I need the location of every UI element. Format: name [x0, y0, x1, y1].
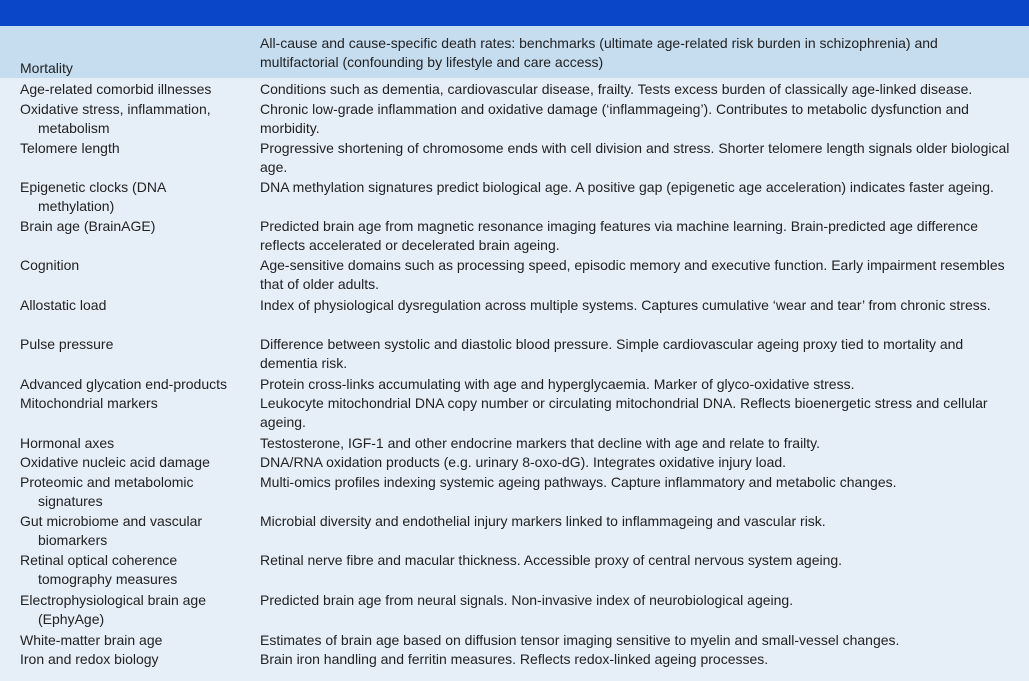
measure-name-line: Iron and redox biology [20, 651, 159, 667]
measure-name-line: Gut microbiome and vascular [20, 513, 203, 529]
row-measure-name [20, 394, 245, 413]
row-measure-description: Chronic low-grade inflammation and oxidative damage (‘inflammageing’). Contributes to metabolic dysfunction and morbidity. [260, 101, 969, 136]
measure-name-line: Proteomic and metabolomic [20, 474, 194, 490]
header-col-description: All-cause and cause-specific death rates: benchmarks (ultimate age-related risk burden in schizophrenia) and multifactorial (confounding by lifestyle and care access) [260, 35, 938, 70]
measure-name-line: Epigenetic clocks (DNA [20, 179, 167, 195]
row-measure-description: Predicted brain age from magnetic resonance imaging features via machine learning. Brain-predicted age difference reflects accelerated or decelerated brain ageing. [260, 218, 979, 253]
row-measure-name [20, 591, 245, 629]
header-col-mortality: Mortality [20, 60, 73, 76]
measure-name-line: Pulse pressure [20, 336, 114, 352]
measure-name-line: Retinal optical coherence [20, 552, 178, 568]
row-measure-name [20, 217, 245, 236]
row-measure-description: Protein cross-links accumulating with age and hyperglycaemia. Marker of glyco-oxidative stress. [260, 376, 855, 392]
row-measure-name [20, 80, 245, 99]
measure-name-line: signatures [38, 493, 103, 509]
table-top-bar [0, 0, 1029, 26]
row-measure-name [20, 631, 245, 650]
measure-name-line: metabolism [38, 120, 110, 136]
measure-name-line: biomarkers [38, 532, 108, 548]
row-measure-name [20, 434, 245, 453]
row-measure-name [20, 296, 245, 315]
row-measure-description: Microbial diversity and endothelial injury markers linked to inflammageing and vascular risk. [260, 513, 826, 529]
row-measure-name [20, 256, 245, 275]
row-measure-description: Leukocyte mitochondrial DNA copy number or circulating mitochondrial DNA. Reflects bioenergetic stress and cellular ageing. [260, 395, 988, 430]
row-measure-description: DNA/RNA oxidation products (e.g. urinary 8-oxo-dG). Integrates oxidative injury load. [260, 454, 787, 470]
measure-name-line: Advanced glycation end-products [20, 376, 228, 392]
row-measure-description: Predicted brain age from neural signals. Non-invasive index of neurobiological ageing. [260, 592, 794, 608]
measure-name-line: Brain age (BrainAGE) [20, 218, 156, 234]
measure-name-line: Electrophysiological brain age [20, 592, 206, 608]
measure-name-line: Cognition [20, 257, 80, 273]
row-measure-name [20, 335, 245, 354]
measure-name-line: Telomere length [20, 140, 120, 156]
row-measure-description: Estimates of brain age based on diffusion tensor imaging sensitive to myelin and small-vessel changes. [260, 632, 900, 648]
row-measure-description: Progressive shortening of chromosome ends with cell division and stress. Shorter telomere length signals older biological age. [260, 140, 1010, 175]
row-measure-description: Brain iron handling and ferritin measures. Reflects redox-linked ageing processes. [260, 651, 769, 667]
row-measure-description: Age-sensitive domains such as processing speed, episodic memory and executive function. Early impairment resembles that of older adults. [260, 257, 1005, 292]
row-measure-description: DNA methylation signatures predict biological age. A positive gap (epigenetic age acceleration) indicates faster ageing. [260, 179, 994, 195]
row-measure-description: Retinal nerve fibre and macular thickness. Accessible proxy of central nervous system ageing. [260, 552, 843, 568]
row-measure-name [20, 100, 245, 138]
measure-name-line: Allostatic load [20, 297, 107, 313]
row-measure-name [20, 453, 245, 472]
row-measure-description: Testosterone, IGF-1 and other endocrine markers that decline with age and relate to frailty. [260, 435, 821, 451]
row-measure-description: Index of physiological dysregulation across multiple systems. Captures cumulative ‘wear and tear’ from chronic stress. [260, 297, 991, 313]
measure-name-line: Age-related comorbid illnesses [20, 81, 212, 97]
row-measure-description: Conditions such as dementia, cardiovascular disease, frailty. Tests excess burden of classically age-linked disease. [260, 81, 973, 97]
row-measure-name [20, 178, 245, 216]
row-measure-name [20, 139, 245, 158]
measure-name-line: Oxidative stress, inflammation, [20, 101, 211, 117]
row-measure-description: Difference between systolic and diastolic blood pressure. Simple cardiovascular ageing proxy tied to mortality and dementia risk. [260, 336, 964, 371]
measure-name-line: (EphyAge) [38, 611, 105, 627]
measure-name-line: Oxidative nucleic acid damage [20, 454, 210, 470]
row-measure-name [20, 473, 245, 511]
measure-name-line: methylation) [38, 198, 115, 214]
row-measure-name [20, 551, 245, 589]
measure-name-line: White-matter brain age [20, 632, 163, 648]
row-measure-name [20, 650, 245, 669]
measure-name-line: tomography measures [38, 571, 178, 587]
measure-name-line: Mitochondrial markers [20, 395, 158, 411]
row-measure-name [20, 512, 245, 550]
row-measure-description: Multi-omics profiles indexing systemic ageing pathways. Capture inflammatory and metabolic changes. [260, 474, 897, 490]
measure-name-line: Hormonal axes [20, 435, 115, 451]
row-measure-name [20, 375, 245, 394]
